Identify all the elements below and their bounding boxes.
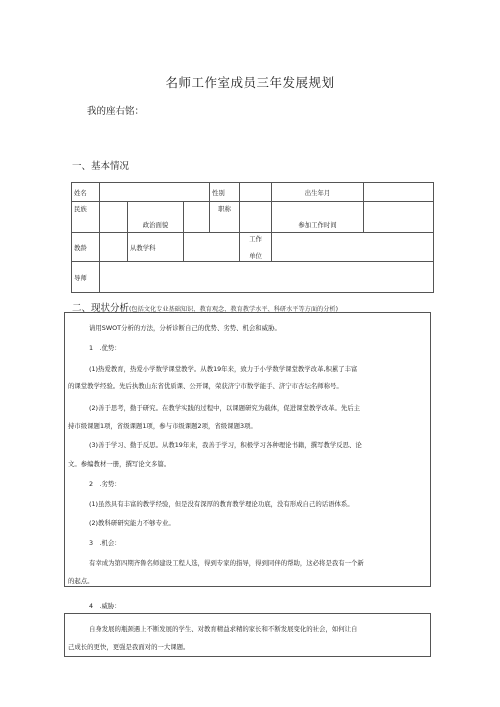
strength-2-line2: 持市级课题1项，省级课题1项，参与市级课题2项，省级课题3项。: [68, 422, 257, 430]
opportunities-label: 3 .机会：: [89, 539, 121, 547]
political-value[interactable]: [184, 202, 210, 233]
political-label: 政治面貌: [128, 202, 184, 233]
weakness-1: (1)虽然具有丰富的教学经验，但是没有深厚的教育教学理论功底，没有形成自己的话语体系。: [89, 500, 354, 508]
mentor-value[interactable]: [100, 262, 434, 293]
ethnic-value[interactable]: [100, 202, 128, 233]
table-row: [72, 233, 434, 262]
name-label: 姓名: [72, 183, 100, 202]
subject-label: 从教学科: [128, 233, 184, 262]
name-value[interactable]: [100, 183, 210, 202]
work-unit-label: 工作 单位: [240, 233, 272, 262]
strengths-label: 1 .优势：: [89, 344, 121, 352]
weakness-2: (2)教科研研究能力不够专业。: [89, 519, 175, 527]
work-unit-value[interactable]: [272, 233, 434, 262]
analysis-intro: 请用SWOT分析的方法，分析诊断自己的优势、劣势、机会和威胁。: [89, 324, 281, 332]
title-label: 职称: [210, 202, 240, 233]
page-title: 名师工作室成员三年发展规划: [165, 75, 335, 90]
work-time-value[interactable]: [364, 202, 434, 233]
ethnic-label: 民族: [72, 202, 100, 233]
title-value[interactable]: [240, 202, 272, 233]
strength-1-line1: (1)热爱教育，热爱小学数学课堂教学。从教19年来，致力于小学数学课堂教学改革,积累了丰富: [89, 365, 358, 373]
strength-2-line1: (2)善于思考，勤于研究。在教学实践的过程中，以课题研究为载体，促进课堂教学改革。先后主: [89, 404, 361, 412]
teach-age-label: 教龄: [72, 233, 100, 262]
mentor-label: 导师: [72, 262, 100, 293]
gender-label: 性别: [210, 183, 240, 202]
teach-age-value[interactable]: [100, 233, 128, 262]
table-row: [72, 262, 434, 293]
birth-label: 出生年月: [272, 183, 364, 202]
table-row: [72, 202, 434, 233]
weaknesses-label: 2 .劣势：: [89, 480, 121, 488]
section-analysis-heading: 二、现状分析(包括文化专业基础知识、教育观念、教育教学水平、科研水平等方面的分析): [72, 303, 339, 314]
opportunity-line2: 的起点。: [68, 577, 94, 585]
opportunity-line1: 有幸成为第四期齐鲁名师建设工程人选，得到专家的指导，得到同伴的帮助，这必将是我有一个新: [89, 559, 364, 567]
work-time-label: 参加工作时间: [272, 202, 364, 233]
threat-line1: 自身发展的瓶颈遇上不断发展的学生、对教育精益求精的家长和不断发展变化的社会，如何让自: [89, 625, 358, 633]
strength-1-line2: 的课堂教学经验。先后执教山东省优质课、公开课，荣获济宁市数学能手、济宁市杏坛名师称号。: [68, 382, 343, 390]
birth-value[interactable]: [364, 183, 434, 202]
threat-line2: 己成长的更快，更强是我面对的一大课题。: [68, 643, 190, 651]
subject-value[interactable]: [184, 233, 240, 262]
basic-info-table: [71, 182, 434, 293]
table-row: [72, 183, 434, 202]
strength-3-line2: 文。参编教材一册，撰写论文多篇。: [68, 460, 171, 468]
strength-3-line1: (3)善于学习、勤于反思。从教19年来，我善于学习，积极学习各种理论书籍，撰写教学反思、论: [89, 441, 362, 449]
section-analysis-note: (包括文化专业基础知识、教育观念、教育教学水平、科研水平等方面的分析): [129, 306, 339, 313]
gender-value[interactable]: [240, 183, 272, 202]
section-basic-info-heading: 一、基本情况: [72, 161, 130, 172]
motto-label: 我的座右铭：: [87, 106, 145, 117]
threats-label: 4 .威胁：: [89, 602, 121, 610]
